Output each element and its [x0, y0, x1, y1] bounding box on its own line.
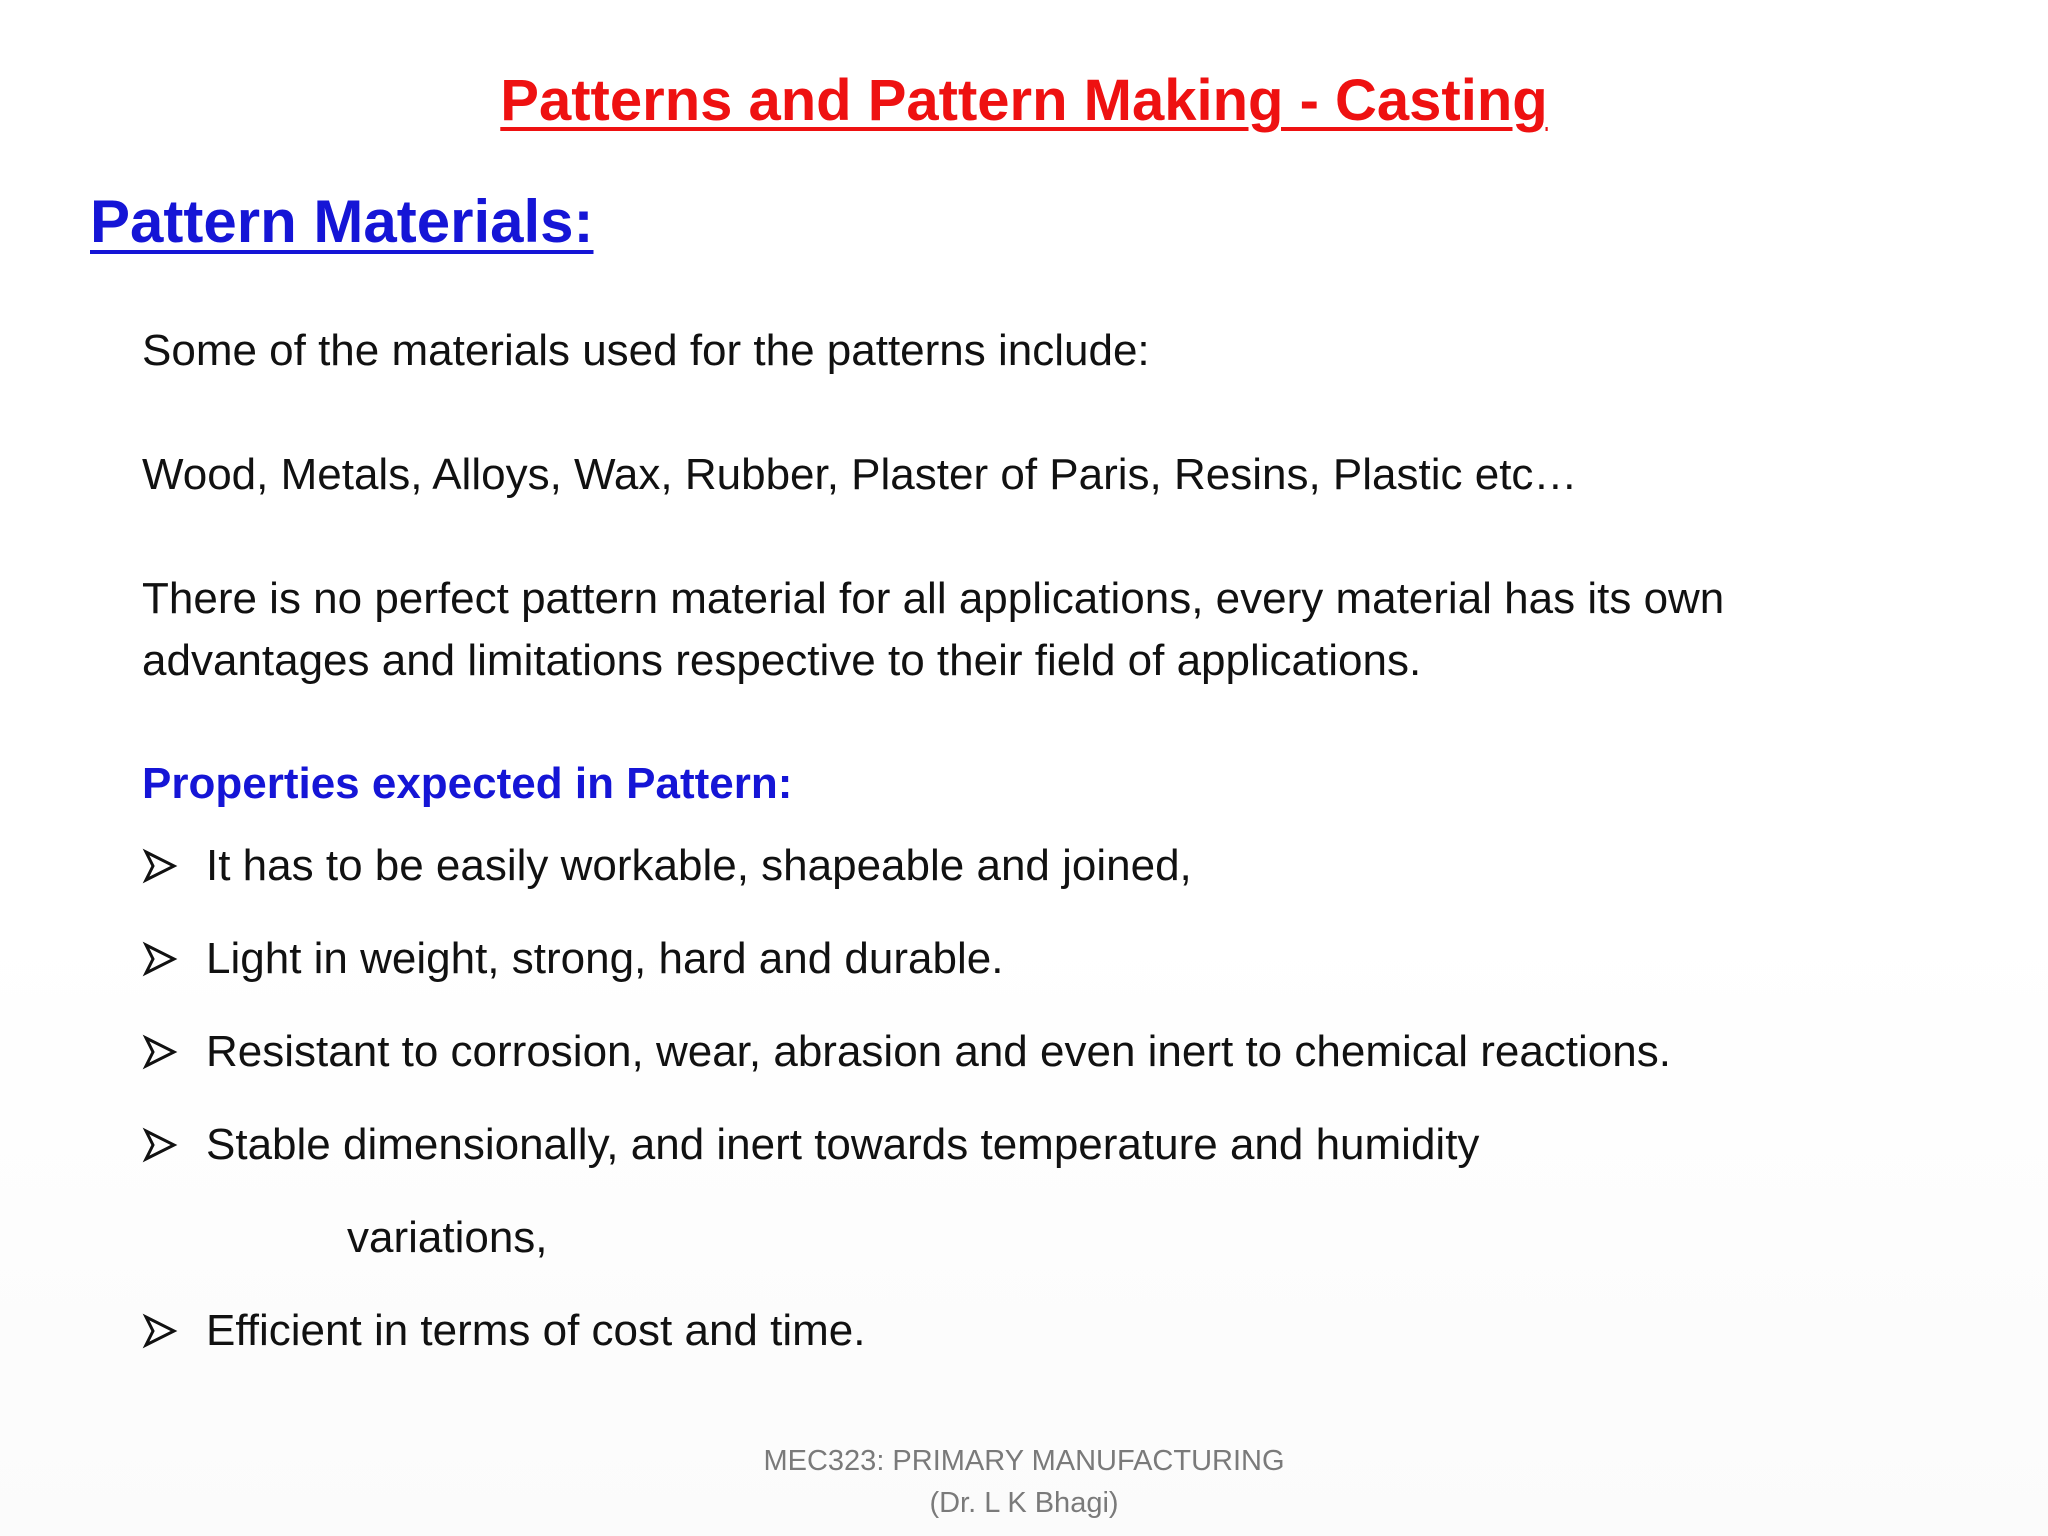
limitations-paragraph: There is no perfect pattern material for all applications, every material has its own advantages and limitations respective to their field of applications.	[142, 574, 1725, 685]
arrowhead-bullet-icon	[142, 1021, 182, 1083]
arrowhead-bullet-icon	[142, 835, 182, 897]
slide-title: Patterns and Pattern Making - Casting	[500, 68, 1548, 133]
list-item	[142, 1300, 2002, 1362]
list-item	[142, 835, 2002, 897]
footer-course: MEC323: PRIMARY MANUFACTURING	[763, 1445, 1285, 1477]
list-item	[142, 928, 2002, 990]
slide-footer	[0, 1440, 2048, 1524]
properties-list	[142, 835, 2002, 1393]
list-item	[142, 1114, 2002, 1269]
list-item-continuation: variations,	[347, 1213, 548, 1262]
footer-author: (Dr. L K Bhagi)	[929, 1487, 1119, 1519]
list-item-text: Efficient in terms of cost and time.	[206, 1306, 866, 1355]
list-item-text: It has to be easily workable, shapeable and joined,	[206, 841, 1192, 890]
list-item-text: Resistant to corrosion, wear, abrasion and even inert to chemical reactions.	[206, 1027, 1671, 1076]
arrowhead-bullet-icon	[142, 1114, 182, 1176]
list-item-text: Light in weight, strong, hard and durable.	[206, 934, 1004, 983]
properties-heading: Properties expected in Pattern:	[142, 759, 793, 808]
list-item	[142, 1021, 2002, 1083]
materials-list-paragraph: Wood, Metals, Alloys, Wax, Rubber, Plaster of Paris, Resins, Plastic etc…	[142, 450, 1578, 499]
section-heading: Pattern Materials:	[90, 188, 594, 255]
list-item-text: Stable dimensionally, and inert towards temperature and humidity	[206, 1120, 1480, 1169]
intro-paragraph: Some of the materials used for the patterns include:	[142, 326, 1150, 375]
arrowhead-bullet-icon	[142, 928, 182, 990]
arrowhead-bullet-icon	[142, 1300, 182, 1362]
